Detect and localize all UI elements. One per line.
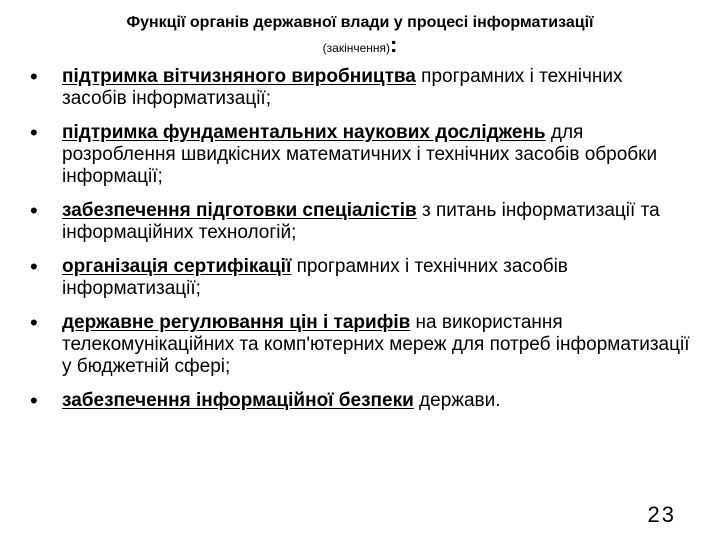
list-item [30, 256, 690, 300]
bullet-icon: • [30, 198, 38, 223]
slide-title: Функції органів державної влади у процесі інформатизації [126, 14, 594, 31]
item-term: підтримка фундаментальних наукових досліджень [62, 122, 546, 143]
list-item [30, 312, 690, 378]
item-term: забезпечення інформаційної безпеки [62, 390, 414, 411]
bullet-icon: • [30, 388, 38, 413]
list-item [30, 200, 690, 244]
bullet-icon: • [30, 120, 38, 145]
item-text: програмних і технічних засобів інформатизації; [62, 256, 568, 299]
item-term: організація сертифікації [62, 256, 292, 277]
item-text: на використання телекомунікаційних та комп'ютерних мереж для потреб інформатизації у бюджетній сфері; [62, 312, 690, 377]
bullet-icon: • [30, 310, 38, 335]
list-item [30, 66, 690, 110]
list-item [30, 390, 690, 412]
item-text: держави. [413, 390, 501, 411]
bullet-icon: • [30, 64, 38, 89]
item-text: з питань інформатизації та інформаційних технологій; [62, 200, 660, 243]
item-text: програмних і технічних засобів інформатизації; [62, 66, 623, 109]
slide-subtitle-line [0, 34, 720, 59]
bullet-icon: • [30, 254, 38, 279]
list-item [30, 122, 690, 188]
item-text: для розроблення швидкісних математичних і технічних засобів обробки інформації; [62, 122, 658, 187]
page-number: 23 [647, 502, 676, 527]
slide-title-block [0, 12, 720, 59]
item-term: забезпечення підготовки спеціалістів [62, 200, 417, 221]
slide-subtitle: (закінчення) [322, 41, 391, 55]
item-term: державне регулювання цін і тарифів [62, 312, 411, 333]
item-term: підтримка вітчизняного виробництва [62, 66, 416, 87]
bullet-list [30, 66, 690, 424]
title-colon: : [390, 32, 398, 57]
